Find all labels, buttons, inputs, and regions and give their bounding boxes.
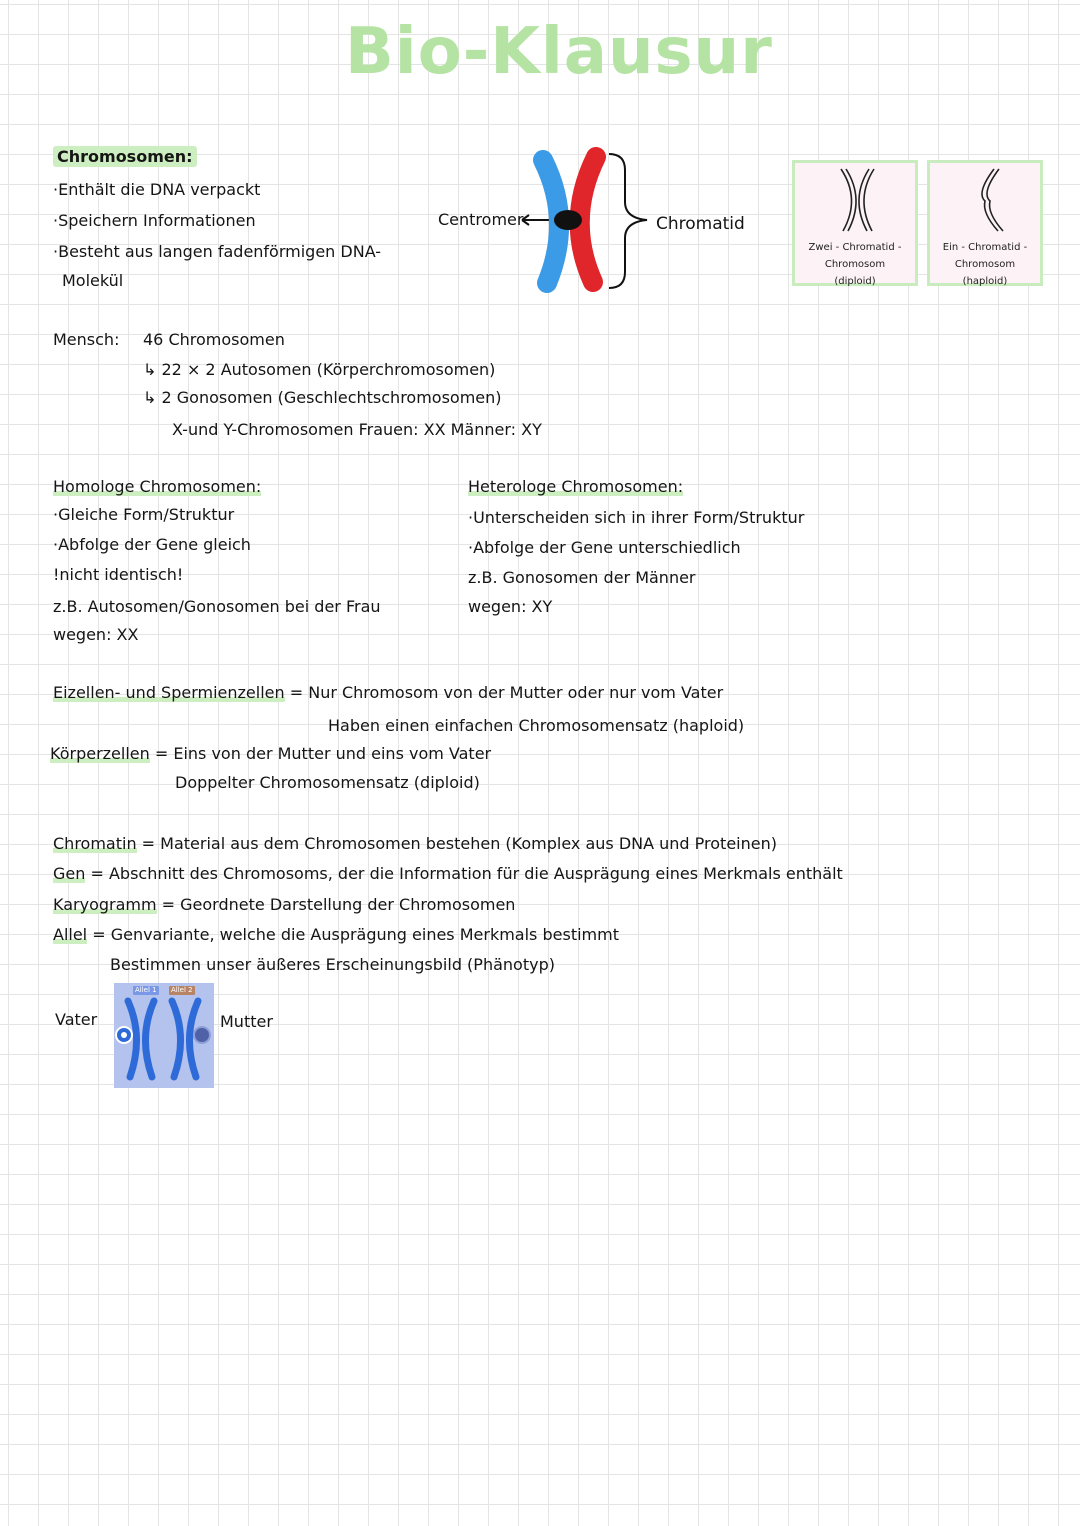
allel-marker-right [194,1027,210,1043]
caption-line: (diploid) [834,276,876,287]
mensch-gonosomen: ↳ 2 Gonosomen (Geschlechtschromosomen) [143,388,502,407]
allel-marker-left-center [121,1032,127,1038]
chromosomen-heading-text: Chromosomen: [53,146,197,167]
caption-line: Chromosom [954,259,1016,270]
homologe-line: ·Abfolge der Gene gleich [53,535,251,554]
koerperzellen-note: Doppelter Chromosomensatz (diploid) [175,773,480,792]
koerperzellen-definition: = Eins von der Mutter und eins vom Vater [149,744,492,763]
definition-term: Allel [53,925,88,944]
card-one-chromatid [927,160,1043,286]
homologe-line: !nicht identisch! [53,565,184,584]
chromosome-left-chromatid [145,1001,154,1077]
allel-figure [114,983,214,1088]
vater-label: Vater [55,1010,98,1029]
mensch-autosomen: ↳ 22 × 2 Autosomen (Körperchromosomen) [143,360,496,379]
homologe-line: wegen: XX [53,625,139,644]
caption-line: (haploid) [962,276,1008,287]
definition-karyogramm [53,895,515,915]
keimzellen-note: Haben einen einfachen Chromosomensatz (haploid) [328,716,745,735]
centromere-dot [554,210,582,230]
chromosomen-bullet: ·Speichern Informationen [53,211,256,230]
chromatid-label: Chromatid [656,214,745,234]
koerperzellen-term: Körperzellen [50,744,150,763]
heterologe-line: wegen: XY [468,597,553,616]
chromatid-brace [609,154,647,288]
heterologe-heading [468,477,683,497]
mensch-xy: X-und Y-Chromosomen Frauen: XX Männer: XY [172,420,542,439]
homologe-line: z.B. Autosomen/Gonosomen bei der Frau [53,597,381,616]
definition-text: = Abschnitt des Chromosoms, der die Information für die Ausprägung eines Merkmals enthält [85,864,843,883]
two-chromatid-chromosome-icon [795,163,915,238]
definition-gen [53,864,843,884]
chromosome-right-chromatid [172,1001,181,1077]
definition-chromatin [53,834,777,854]
allel-note: Bestimmen unser äußeres Erscheinungsbild (Phänotyp) [110,955,555,974]
mutter-label: Mutter [220,1012,273,1031]
definition-text: = Material aus dem Chromosomen bestehen (Komplex aus DNA und Proteinen) [136,834,777,853]
heterologe-line: z.B. Gonosomen der Männer [468,568,696,587]
caption-line: Zwei - Chromatid - [808,242,902,253]
chromosomen-bullet-continuation: Molekül [62,271,124,290]
one-chromatid-chromosome-icon [930,163,1040,238]
heterologe-line: ·Abfolge der Gene unterschiedlich [468,538,741,557]
definition-text: = Genvariante, welche die Ausprägung eines Merkmals bestimmt [87,925,619,944]
homologe-heading [53,477,261,497]
definition-term: Karyogramm [53,895,157,914]
allel-1-tag: Allel 1 [135,986,157,994]
mensch-count: 46 Chromosomen [143,330,285,349]
chromosomen-bullet: ·Besteht aus langen fadenförmigen DNA- [53,242,382,261]
caption-line: Chromosom [824,259,886,270]
card-two-chromatid-caption [795,239,915,290]
homologe-line: ·Gleiche Form/Struktur [53,505,235,524]
definition-term: Chromatin [53,834,137,853]
chromosomen-bullet: ·Enthält die DNA verpackt [53,180,261,199]
koerperzellen-line [50,744,491,764]
definition-text: = Geordnete Darstellung der Chromosomen [156,895,516,914]
centromer-label: Centromer [438,210,524,229]
chromosome-diagram [515,140,655,300]
page-title: Bio-Klausur [345,15,773,89]
allel-chromosomes-image [114,983,214,1088]
card-one-chromatid-caption [930,239,1040,290]
chromatid-red [580,157,596,282]
card-two-chromatid [792,160,918,286]
heterologe-line: ·Unterscheiden sich in ihrer Form/Struktur [468,508,805,527]
mensch-label: Mensch: [53,330,120,349]
homologe-heading-text: Homologe Chromosomen: [53,477,262,496]
keimzellen-definition: = Nur Chromosom von der Mutter oder nur vom Vater [284,683,724,702]
caption-line: Ein - Chromatid - [942,242,1028,253]
definition-term: Gen [53,864,86,883]
chromosomen-heading [53,147,197,167]
keimzellen-line [53,683,723,703]
definition-allel [53,925,619,945]
heterologe-heading-text: Heterologe Chromosomen: [468,477,684,496]
allel-2-tag: Allel 2 [171,986,193,994]
keimzellen-term: Eizellen- und Spermienzellen [53,683,285,702]
